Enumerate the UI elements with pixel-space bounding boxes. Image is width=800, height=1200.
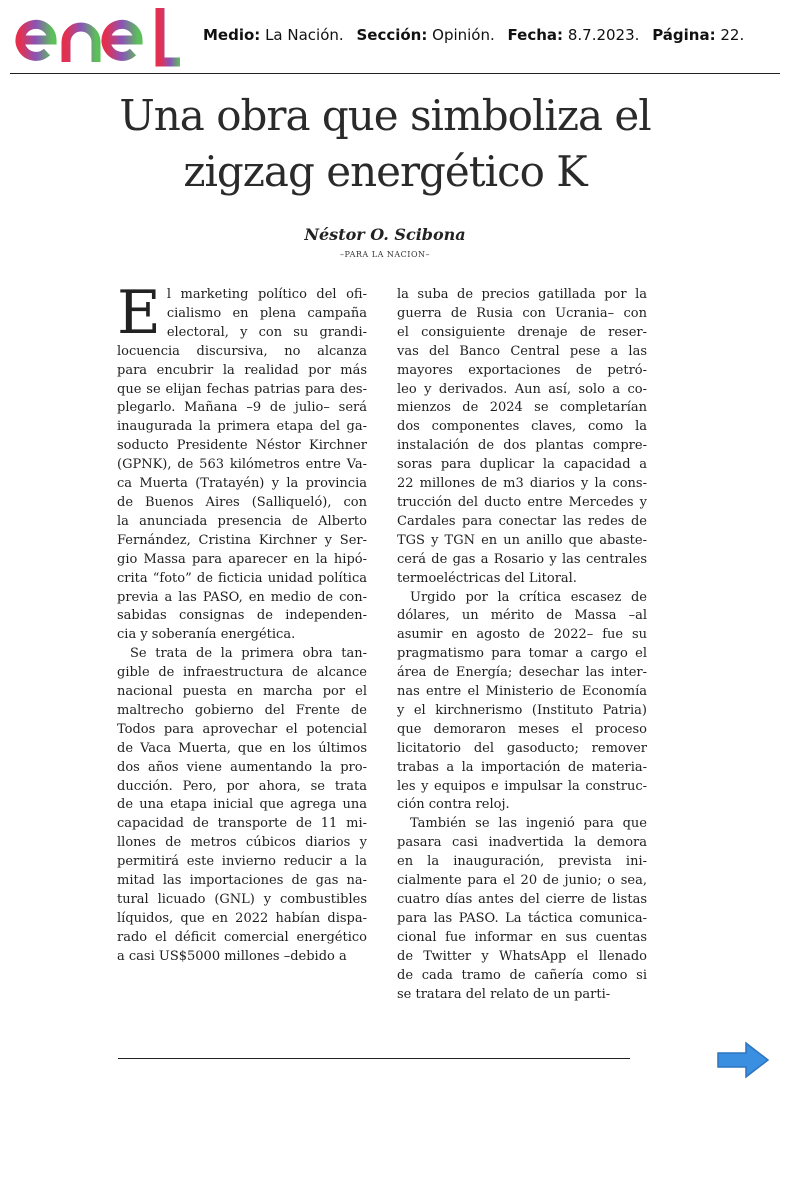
text-line: permitirá este invierno reducir a la [117,854,367,870]
text-line: termoeléctricas del Litoral. [397,570,577,586]
seccion-label: Sección: [356,26,428,44]
text-line: llones de metros cúbicos diarios y [117,835,367,851]
text-line: se tratara del relato de un parti- [397,986,611,1002]
text-line: 22 millones de m3 diarios y la cons- [397,476,647,492]
pagina-label: Página: [652,26,716,44]
text-line: de cada tramo de cañería como si [397,967,647,983]
text-line: ción contra reloj. [397,797,510,813]
text-line: asumir en agosto de 2022– fue su [397,627,647,643]
text-line: rado el déficit comercial energético [117,929,367,945]
text-line: instalación de dos plantas compre- [397,438,647,454]
headline-line-1: Una obra que simboliza el [119,91,651,140]
text-line: gio Massa para aparecer en la hipó- [117,551,367,567]
text-line: dólares, un mérito de Massa –al [397,608,647,624]
text-line: vas del Banco Central pese a las [397,343,647,359]
text-line: de una etapa inicial que agrega una [117,797,367,813]
next-page-button[interactable] [716,1041,770,1079]
text-line: leo y derivados. Aun así, solo a co- [397,381,647,397]
text-line: sabidas consignas de independen- [117,608,367,624]
text-line: mienzos de 2024 se completarían [397,400,647,416]
text-line: Urgido por la crítica escasez de [410,589,647,605]
text-line: el consiguiente drenaje de reser- [397,324,647,340]
text-line: tural licuado (GNL) y combustibles [117,892,367,907]
text-line: cia y soberanía energética. [117,627,296,643]
text-line: maltrecho gobierno del Frente de [117,702,367,718]
medio-value: La Nación. [265,26,344,44]
text-line: de Buenos Aires (Salliqueló), con [117,494,367,510]
text-line: y el kirchnerismo (Instituto Patria) [397,702,647,718]
text-line: nas entre el Ministerio de Economía [397,684,647,700]
text-line: les y equipos e impulsar la construc- [397,778,647,794]
text-line: cerá de gas a Rosario y las centrales [397,551,647,567]
text-line: Todos para aprovechar el potencial [117,721,367,737]
text-line: trucción del ducto entre Mercedes y [397,494,647,510]
text-line: nacional puesta en marcha por el [117,684,367,700]
text-line: TGS y TGN en un anillo que abaste- [397,532,647,548]
arrow-right-icon [716,1041,770,1079]
text-line: pasara casi inadvertida la demora [397,835,647,851]
author-credit: –PARA LA NACION– [339,250,431,259]
article-column-left [117,278,367,967]
text-line: que se elijan fechas patrias para des- [117,381,367,397]
text-line: trabas a la importación de materia- [397,759,647,775]
text-line: capacidad de transporte de 11 mi- [117,816,367,832]
text-line: que demoraron meses el proceso [397,721,647,737]
text-line: inaugurada la primera etapa del ga- [117,419,367,435]
text-line: electoral, y con su grandi- [166,324,367,340]
text-line: (GPNK), de 563 kilómetros entre Va- [117,457,367,473]
text-line: gible de infraestructura de alcance [117,665,367,681]
text-line: de Twitter y WhatsApp el llenado [397,948,647,964]
text-line: mitad las importaciones de gas na- [117,873,367,889]
drop-cap: E [117,278,161,348]
text-line: Fernández, Cristina Kirchner y Ser- [117,532,367,548]
text-line: la suba de precios gatillada por la [397,287,647,302]
article-headline [60,88,710,200]
text-line: Se trata de la primera obra tan- [130,646,367,662]
text-line: cuatro días antes del cierre de listas [397,892,647,907]
text-line: licitatorio del gasoducto; remover [397,740,647,756]
text-line: cional fue informar en sus cuentas [397,929,647,945]
text-line: guerra de Rusia con Ucrania– con [397,305,647,321]
text-line: área de Energía; desechar las inter- [397,665,647,681]
fecha-label: Fecha: [507,26,564,44]
text-line: pragmatismo para tomar a cargo el [397,646,647,662]
header-divider [10,73,780,74]
enel-logo [14,6,184,68]
footer-divider [118,1058,630,1059]
text-line: previa a las PASO, en medio de con- [117,589,367,605]
medio-label: Medio: [203,26,261,44]
text-line: mayores exportaciones de petró- [397,362,647,378]
text-line: dos componentes claves, como la [397,419,647,435]
pagina-value: 22. [720,26,745,44]
text-line: para las PASO. La táctica comunica- [397,910,647,926]
text-line: dos años viene aumentando la pro- [117,759,367,775]
headline-line-2: zigzag energético K [183,147,587,196]
article-column-right [397,286,647,1004]
text-line: la anunciada presencia de Alberto [117,513,367,529]
enel-logo-graphic [14,6,184,68]
text-line: locuencia discursiva, no alcanza [117,343,367,359]
text-line: plegarlo. Mañana –9 de julio– será [117,400,367,416]
text-line: de Vaca Muerta, que en los últimos [117,740,367,756]
text-line: También se las ingenió para que [410,816,647,832]
text-line: soducto Presidente Néstor Kirchner [117,438,367,454]
text-line: para encubrir la realidad por más [117,362,367,378]
text-line: en la inauguración, prevista ini- [397,854,647,870]
text-line: soras para duplicar la capacidad a [397,457,647,473]
text-line: líquidos, que en 2022 habían dispa- [117,910,367,926]
text-line: cialmente para el 20 de junio; o sea, [397,873,647,889]
seccion-value: Opinión. [432,26,495,44]
author-byline: Néstor O. Scibona [304,225,466,244]
text-line: a casi US$5000 millones –debido a [117,948,347,964]
text-line: Cardales para conectar las redes de [397,513,647,529]
fecha-value: 8.7.2023. [567,26,640,44]
text-line: l marketing político del ofi- [166,287,367,302]
text-line: cialismo en plena campaña [166,305,367,321]
text-line: ca Muerta (Tratayén) y la provincia [117,476,367,492]
publication-meta [203,26,793,44]
text-line: crita “foto” de ficticia unidad política [117,570,367,586]
text-line: ducción. Pero, por ahora, se trata [117,778,367,794]
